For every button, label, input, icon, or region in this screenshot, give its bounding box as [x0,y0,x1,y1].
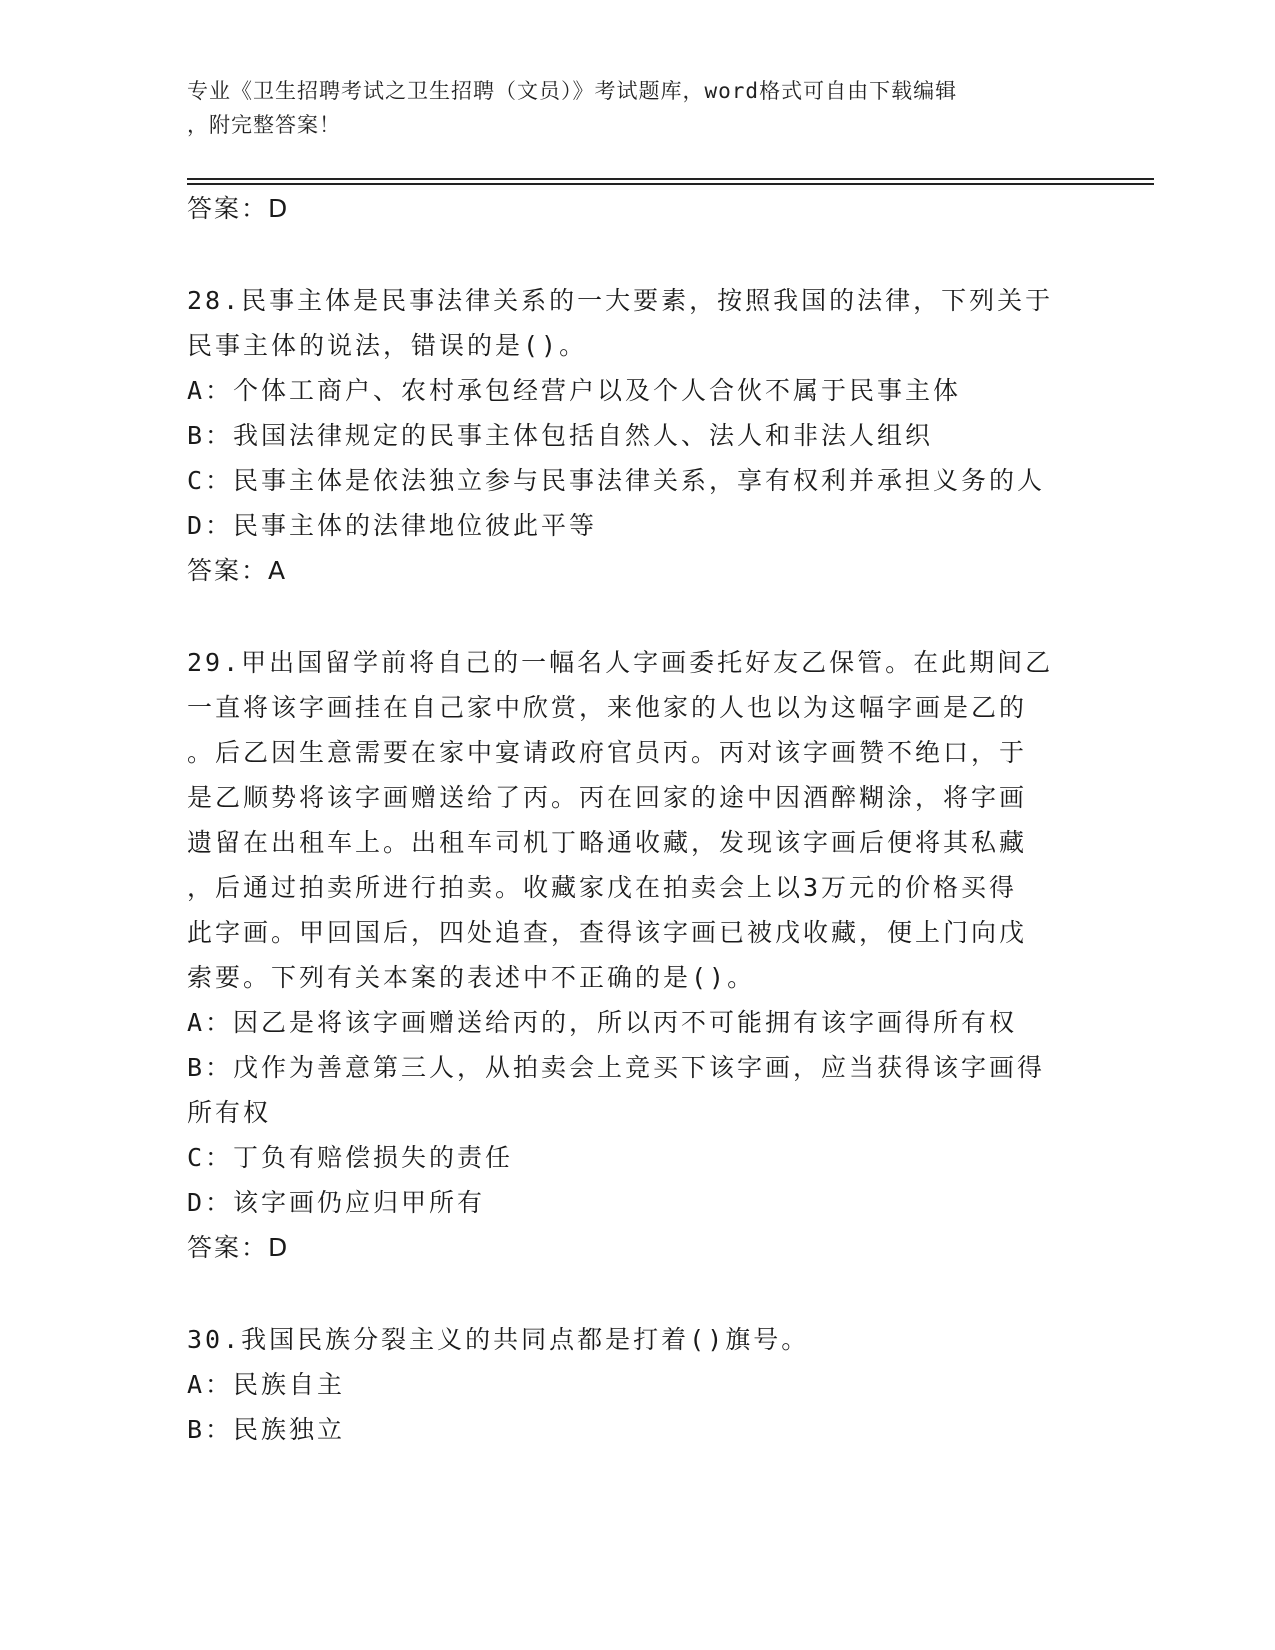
header-rule-top [187,178,1154,180]
option-a: A：民族自主 [187,1370,346,1399]
question-stem-line: 是乙顺势将该字画赠送给了丙。丙在回家的途中因酒醉糊涂，将字画 [187,783,1028,812]
option-b: B：戊作为善意第三人，从拍卖会上竞买下该字画，应当获得该字画得 [187,1053,1046,1082]
option-c: C：民事主体是依法独立参与民事法律关系，享有权利并承担义务的人 [187,466,1046,495]
question-stem-line: 此字画。甲回国后，四处追查，查得该字画已被戊收藏，便上门向戊 [187,918,1028,947]
question-stem-line: 29.甲出国留学前将自己的一幅名人字画委托好友乙保管。在此期间乙 [187,648,1054,677]
option-b-continued: 所有权 [187,1098,272,1127]
question-29 [187,640,1067,1270]
option-d: D：该字画仍应归甲所有 [187,1188,486,1217]
question-stem-line: 索要。下列有关本案的表述中不正确的是()。 [187,963,756,992]
option-c: C：丁负有赔偿损失的责任 [187,1143,514,1172]
option-a: A：个体工商户、农村承包经营户以及个人合伙不属于民事主体 [187,376,962,405]
option-d: D：民事主体的法律地位彼此平等 [187,511,598,540]
question-stem-line: 遗留在出租车上。出租车司机丁略通收藏，发现该字画后便将其私藏 [187,828,1028,857]
spacer [187,1270,1067,1317]
header-rule-bottom [187,183,1154,185]
spacer [187,231,1067,278]
page-header [187,74,1067,142]
question-stem-line: 。后乙因生意需要在家中宴请政府官员丙。丙对该字画赞不绝口，于 [187,738,1028,767]
question-28 [187,278,1067,593]
question-stem-line: 30.我国民族分裂主义的共同点都是打着()旗号。 [187,1325,810,1354]
question-stem-line: 28.民事主体是民事法律关系的一大要素，按照我国的法律，下列关于 [187,286,1054,315]
question-stem-line: 民事主体的说法，错误的是()。 [187,331,588,360]
spacer [187,593,1067,640]
answer-29: 答案：D [187,1233,290,1262]
option-a: A：因乙是将该字画赠送给丙的，所以丙不可能拥有该字画得所有权 [187,1008,1018,1037]
question-stem-line: 一直将该字画挂在自己家中欣赏，来他家的人也以为这幅字画是乙的 [187,693,1028,722]
question-stem-line: ，后通过拍卖所进行拍卖。收藏家戊在拍卖会上以3万元的价格买得 [187,873,1018,902]
question-30 [187,1317,1067,1452]
header-line-1: 专业《卫生招聘考试之卫生招聘（文员）》考试题库，word格式可自由下载编辑 [187,79,958,103]
option-b: B：民族独立 [187,1415,346,1444]
previous-answer: 答案：D [187,194,290,223]
option-b: B：我国法律规定的民事主体包括自然人、法人和非法人组织 [187,421,934,450]
answer-28: 答案：A [187,556,288,585]
header-line-2: ，附完整答案！ [187,113,341,137]
question-content [187,186,1067,1452]
